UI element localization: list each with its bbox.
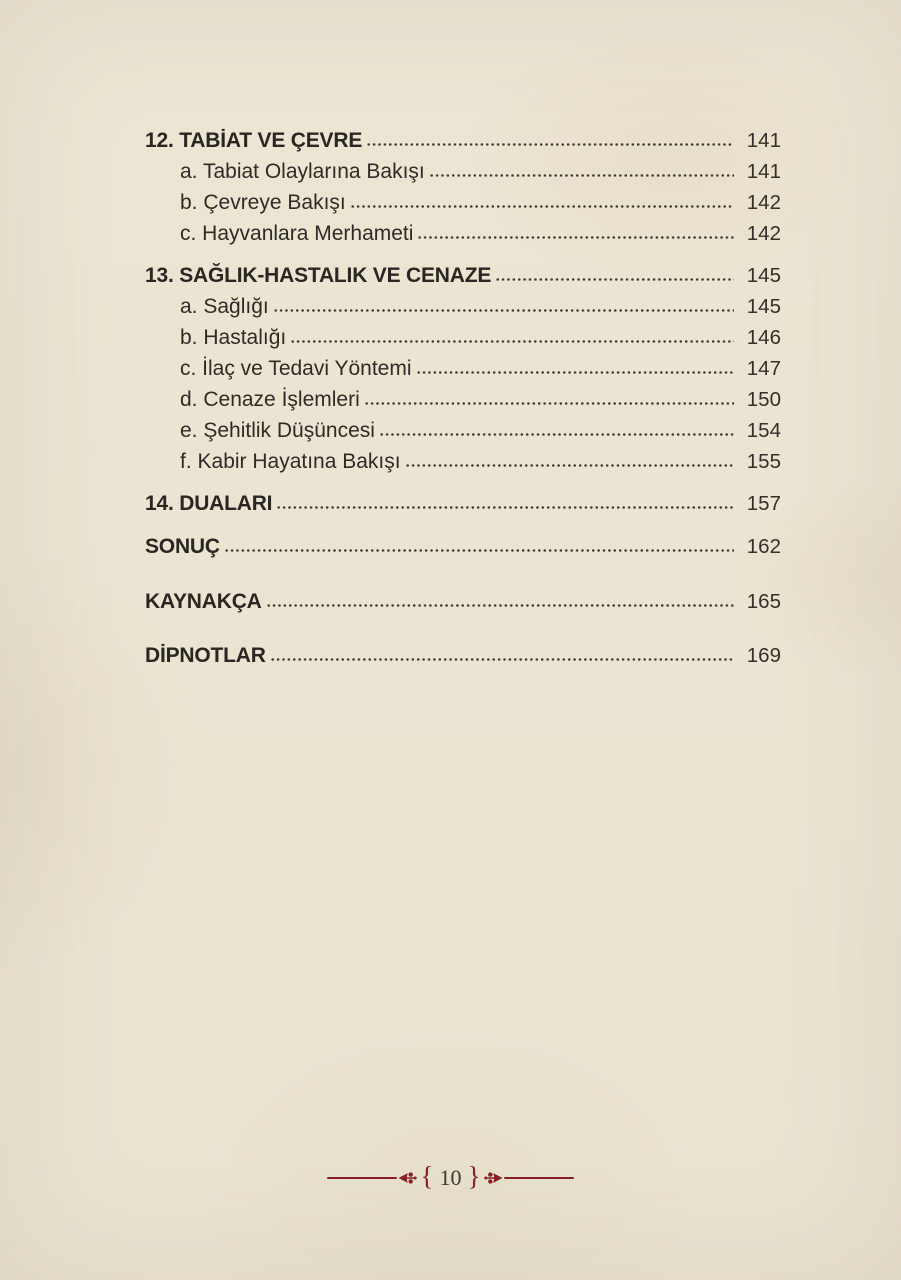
toc-entry [145,187,781,218]
toc-entry-label: a. Sağlığı [180,295,269,318]
toc-entry-page: 141 [746,160,781,183]
toc-section-sonuc [145,531,781,562]
toc-section-13 [145,260,781,477]
toc-entry-page: 154 [746,419,781,442]
toc-entry-label: c. Hayvanlara Merhameti [180,222,414,245]
toc-section-12 [145,125,781,249]
dot-leader [273,291,734,322]
toc-entry-page: 162 [746,535,781,558]
toc-entry [145,353,781,384]
toc-entry-label: d. Cenaze İşlemleri [180,388,360,411]
toc-entry [145,156,781,187]
toc-entry-label: b. Çevreye Bakışı [180,191,346,214]
dot-leader [405,446,734,477]
dot-leader [379,415,734,446]
dot-leader [270,640,734,671]
toc-entry-label: b. Hastalığı [180,326,287,349]
toc-entry-page: 142 [746,222,781,245]
dot-leader [224,531,734,562]
ornament-brace-right: } [467,1161,481,1191]
toc-entry-page: 169 [746,644,781,667]
dot-leader [366,125,734,156]
fleuron-icon [398,1170,420,1186]
page-number: 10 [439,1164,462,1190]
toc-entry [145,446,781,477]
toc-entry-page: 145 [746,264,781,287]
footer-rule-left [327,1177,397,1179]
toc-entry-page: 155 [746,450,781,473]
toc-entry-label: 14. DUALARI [145,492,273,515]
dot-leader [417,218,734,249]
toc-entry-label: SONUÇ [145,535,220,558]
dot-leader [429,156,734,187]
toc-section-kaynakca [145,586,781,617]
toc-entry-page: 145 [746,295,781,318]
toc-entry-page: 146 [746,326,781,349]
toc-entry-label: e. Şehitlik Düşüncesi [180,419,375,442]
toc-entry-label: DİPNOTLAR [145,644,266,667]
toc-entry [145,125,781,156]
dot-leader [350,187,734,218]
toc-entry-page: 165 [746,590,781,613]
toc-entry-page: 157 [746,492,781,515]
toc-entry-label: c. İlaç ve Tedavi Yöntemi [180,357,412,380]
toc-entry-page: 150 [746,388,781,411]
toc-entry [145,586,781,617]
toc-entry [145,384,781,415]
toc-entry [145,415,781,446]
toc-entry [145,291,781,322]
toc-section-14 [145,488,781,519]
fleuron-icon [481,1170,503,1186]
toc-entry-page: 142 [746,191,781,214]
dot-leader [276,488,734,519]
dot-leader [266,586,734,617]
dot-leader [364,384,734,415]
footer-rule-right [504,1177,574,1179]
page-footer [0,1161,901,1191]
toc-entry-page: 147 [746,357,781,380]
toc-entry [145,218,781,249]
toc-entry-label: f. Kabir Hayatına Bakışı [180,450,401,473]
dot-leader [495,260,734,291]
toc-entry [145,260,781,291]
toc-entry-label: 13. SAĞLIK-HASTALIK VE CENAZE [145,264,492,287]
table-of-contents [145,125,781,671]
dot-leader [416,353,734,384]
dot-leader [290,322,734,353]
toc-entry-label: a. Tabiat Olaylarına Bakışı [180,160,425,183]
toc-entry [145,322,781,353]
toc-section-dipnotlar [145,640,781,671]
toc-entry [145,640,781,671]
toc-entry-page: 141 [746,129,781,152]
toc-entry [145,531,781,562]
toc-entry-label: KAYNAKÇA [145,590,262,613]
toc-entry-label: 12. TABİAT VE ÇEVRE [145,129,363,152]
toc-entry [145,488,781,519]
ornament-brace-left: { [420,1161,434,1191]
